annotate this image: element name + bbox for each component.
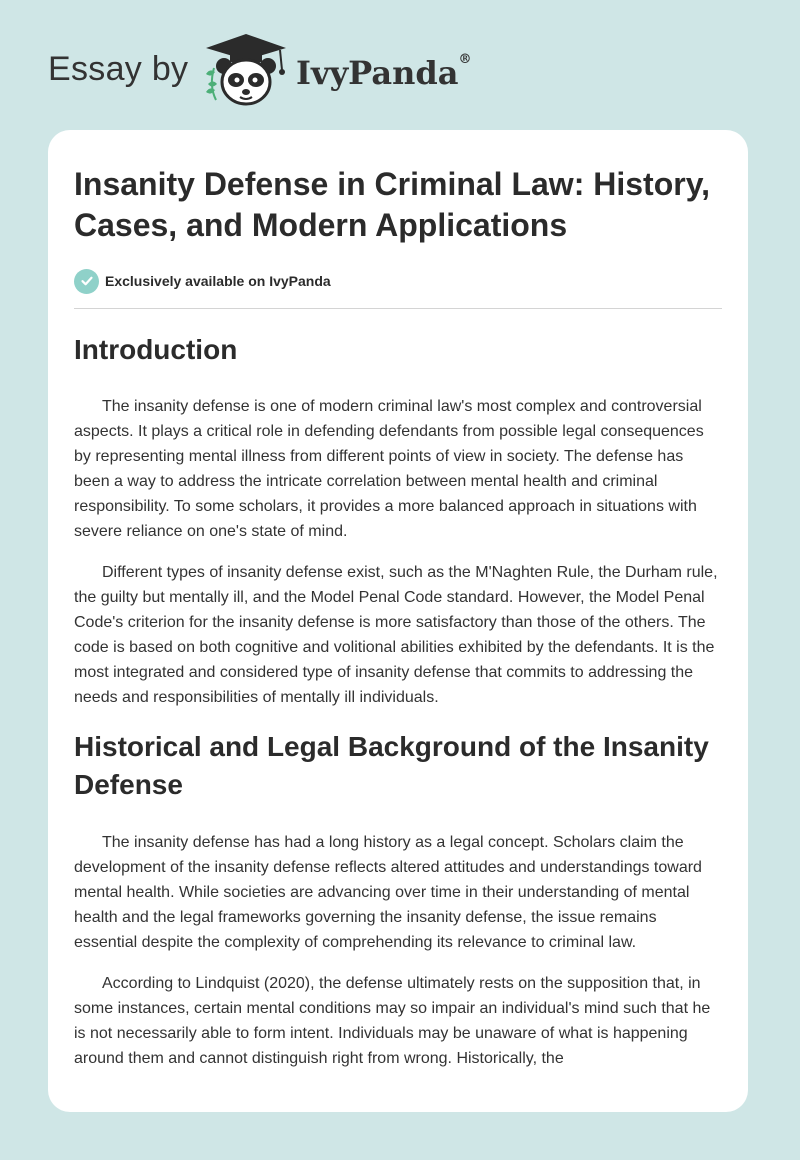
essay-by-label: Essay by <box>48 50 189 88</box>
essay-title: Insanity Defense in Criminal Law: History, Cases, and Modern Applications <box>74 166 710 243</box>
essay-content <box>74 164 722 1071</box>
paragraph: Different types of insanity defense exist, such as the M'Naghten Rule, the Durham rule, the guilty but mentally ill, and the Model Penal Code standard. However, the Model Penal Code's criterion for the insanity defense is more satisfactory than those of the others. The code is based on both cognitive and volitional abilities exhibited by the defendants. It is the most integrated and considered type of insanity defense that commits to addressing the needs and responsibilities of mentally ill individuals. <box>74 564 718 706</box>
paragraph: The insanity defense is one of modern criminal law's most complex and controversial aspects. It plays a critical role in defending defendants from possible legal consequences by representing mental illness from different points of view in society. The defense has been a way to address the intricate correlation between mental health and criminal responsibility. To some scholars, it provides a more balanced approach in situations with severe reliance on one's state of mind. <box>74 398 704 540</box>
check-circle-icon <box>74 269 99 294</box>
section-heading-historical-background: Historical and Legal Background of the Insanity Defense <box>74 731 709 800</box>
brand-name-text: IvyPanda <box>296 54 459 92</box>
section-heading-introduction: Introduction <box>74 334 238 365</box>
site-header <box>0 0 800 130</box>
exclusive-badge <box>74 268 722 294</box>
paragraph: The insanity defense has had a long history as a legal concept. Scholars claim the development of the insanity defense reflects altered attitudes and understandings toward mental health. While societies are advancing over time in their understanding of mental health and the legal frameworks governing the insanity defense, the issue remains essential despite the complexity of comprehending its relevance to criminal law. <box>74 834 702 951</box>
registered-mark: ® <box>458 52 472 67</box>
paragraph: According to Lindquist (2020), the defense ultimately rests on the supposition that, in some instances, certain mental conditions may so impair an individual's mind such that he is not necessarily able to form intent. Individuals may be unaware of what is happening around them and cannot distinguish right from wrong. Historically, the <box>74 975 711 1067</box>
exclusive-badge-label: Exclusively available on IvyPanda <box>105 273 331 289</box>
essay-card <box>48 130 748 1112</box>
title-divider <box>74 308 722 309</box>
brand-name[interactable] <box>296 54 471 92</box>
ivy-leaf-icon <box>206 68 217 100</box>
panda-graduate-icon[interactable] <box>200 30 292 110</box>
